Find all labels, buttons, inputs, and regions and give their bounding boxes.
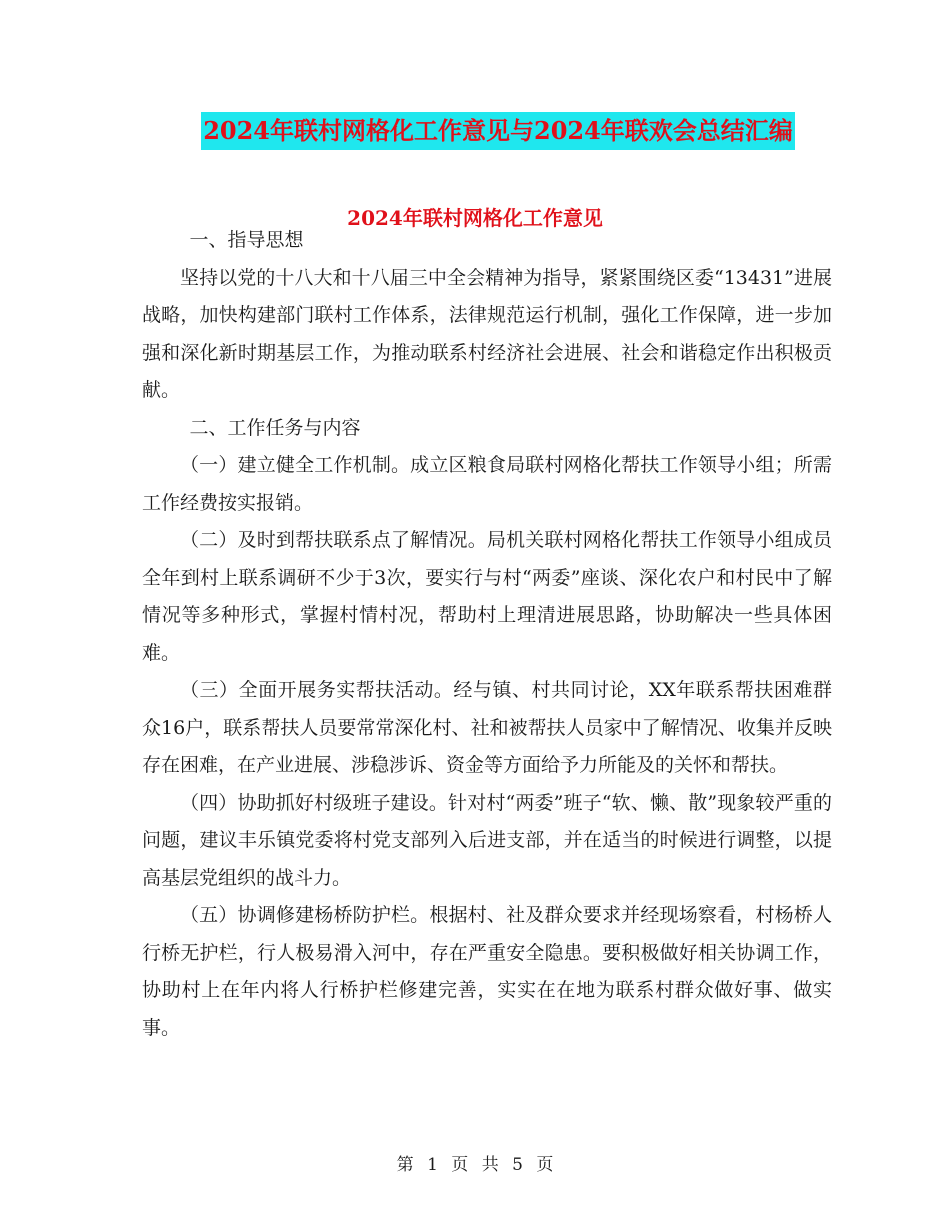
heading-guiding-ideology: 一、指导思想 [189, 229, 304, 251]
footer-total-word: 共 [481, 1155, 499, 1175]
document-title-wrapper [0, 112, 950, 150]
document-title: 2024年联村网格化工作意见与2024年联欢会总结汇编 [201, 112, 795, 150]
section-title: 2024年联村网格化工作意见 [347, 206, 603, 230]
paragraph-task-4: （四）协助抓好村级班子建设。针对村“两委”班子“软、懒、散”现象较严重的问题，建议丰乐镇党委将村党支部列入后进支部，并在适当的时候进行调整，以提高基层党组织的战斗力。 [142, 791, 832, 889]
paragraph-task-3: （三）全面开展务实帮扶活动。经与镇、村共同讨论，XX年联系帮扶困难群众16户，联系帮扶人员要常常深化村、社和被帮扶人员家中了解情况、收集并反映存在困难，在产业进展、涉稳涉诉、资金等方面给予力所能及的关怀和帮扶。 [142, 679, 832, 776]
paragraph-task-5: （五）协调修建杨桥防护栏。根据村、社及群众要求并经现场察看，村杨桥人行桥无护栏，行人极易滑入河中，存在严重安全隐患。要积极做好相关协调工作，协助村上在年内将人行桥护栏修建完善，实实在在地为联系村群众做好事、做实事。 [142, 904, 832, 1039]
paragraph-guiding-ideology: 坚持以党的十八大和十八届三中全会精神为指导，紧紧围绕区委“13431”进展战略，加快构建部门联村工作体系，法律规范运行机制，强化工作保障，进一步加强和深化新时期基层工作，为推动联系村经济社会进展、社会和谐稳定作出积极贡献。 [142, 266, 832, 401]
footer-page-word: 页 [451, 1155, 469, 1175]
heading-tasks: 二、工作任务与内容 [189, 416, 361, 439]
paragraph-task-2: （二）及时到帮扶联系点了解情况。局机关联村网格化帮扶工作领导小组成员全年到村上联系调研不少于3次，要实行与村“两委”座谈、深化农户和村民中了解情况等多种形式，掌握村情村况，帮助村上理清进展思路，协助解决一些具体困难。 [142, 529, 832, 664]
page-footer [0, 1150, 950, 1175]
paragraph-task-1: （一）建立健全工作机制。成立区粮食局联村网格化帮扶工作领导小组；所需工作经费按实报销。 [142, 454, 832, 514]
footer-prefix: 第 [396, 1155, 414, 1175]
footer-suffix: 页 [536, 1155, 554, 1175]
footer-total-pages: 5 [512, 1155, 523, 1175]
document-body [142, 222, 832, 1047]
footer-current-page: 1 [427, 1155, 438, 1175]
